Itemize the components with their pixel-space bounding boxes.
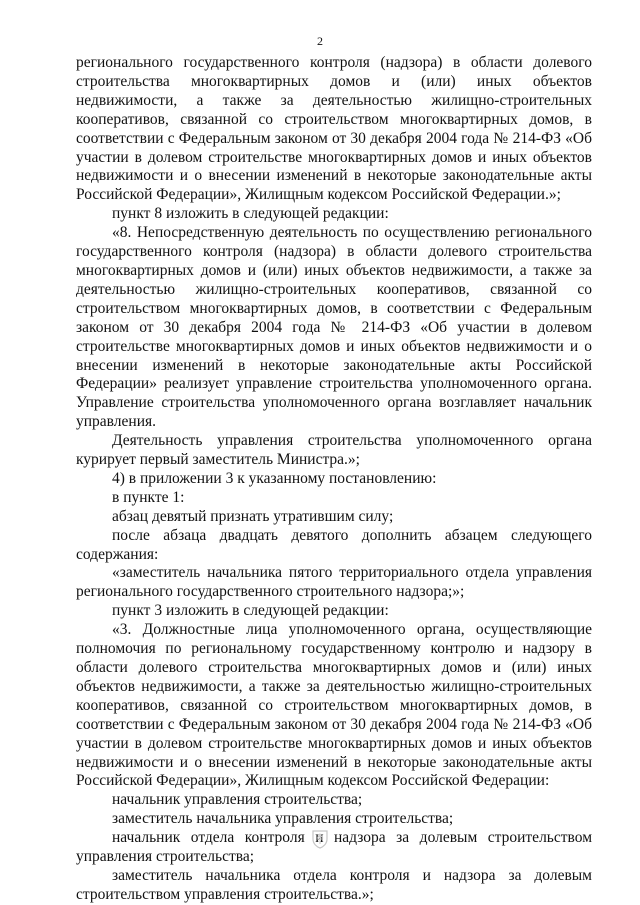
coat-of-arms-icon (309, 828, 331, 850)
paragraph: 4) в приложении 3 к указанному постановлению: (112, 469, 437, 487)
paragraph: начальник отдела контроля и надзора за долевым строительством управления строительства; (76, 829, 592, 866)
paragraph: пункт 3 изложить в следующей редакции: (112, 602, 389, 620)
paragraph: регионального государственного контроля (надзора) в области долевого строительства многоквартирных домов и (или) иных объектов недвижимости, а также за деятельностью жилищно-строительных кооперативов, связанной со строительством многоквартирных домов, в соответствии с Федеральным законом от 30 декабря 2004 года № 214-ФЗ «Об участии в долевом строительстве многоквартирных домов и иных объектов недвижимости и о внесении изменений в некоторые законодательные акты Российской Федерации», Жилищным кодексом Российской Федерации.»; (76, 54, 592, 204)
paragraph: «заместитель начальника пятого территориального отдела управления регионального государственного строительного надзора;»; (76, 564, 592, 601)
document-body (76, 54, 592, 905)
page-number: 2 (317, 34, 323, 48)
paragraph: заместитель начальника отдела контроля и надзора за долевым строительством управления строительства.»; (76, 866, 592, 903)
paragraph: в пункте 1: (112, 488, 185, 506)
paragraph: начальник управления строительства; (112, 791, 363, 809)
paragraph: пункт 8 изложить в следующей редакции: (112, 205, 389, 223)
paragraph: заместитель начальника управления строительства; (112, 810, 454, 828)
paragraph: после абзаца двадцать девятого дополнить абзацем следующего содержания: (76, 526, 592, 563)
paragraph: «3. Должностные лица уполномоченного органа, осуществляющие полномочия по региональному государственному контролю и надзору в области долевого строительства многоквартирных домов и (или) иных объектов недвижимости, а также за деятельностью жилищно-строительных кооперативов, связанной со строительством многоквартирных домов, в соответствии с Федеральным законом от 30 декабря 2004 года № 214-ФЗ «Об участии в долевом строительстве многоквартирных домов и иных объектов недвижимости и о внесении изменений в некоторые законодательные акты Российской Федерации», Жилищным кодексом Российской Федерации: (76, 621, 592, 790)
document-stamp (0, 828, 640, 853)
paragraph: «8. Непосредственную деятельность по осуществлению регионального государственного контроля (надзора) в области долевого строительства многоквартирных домов и (или) иных объектов недвижимости, а также за деятельностью жилищно-строительных кооперативов, связанной со строительством многоквартирных домов, в соответствии с Федеральным законом от 30 декабря 2004 года № 214-ФЗ «Об участии в долевом строительстве многоквартирных домов и иных объектов недвижимости и о внесении изменений в некоторые законодательные акты Российской Федерации» реализует управление строительства уполномоченного органа. Управление строительства уполномоченного органа возглавляет начальник управления. (76, 224, 592, 431)
paragraph: Деятельность управления строительства уполномоченного органа курирует первый заместитель Министра.»; (76, 432, 592, 469)
paragraph: абзац девятый признать утратившим силу; (112, 507, 394, 525)
